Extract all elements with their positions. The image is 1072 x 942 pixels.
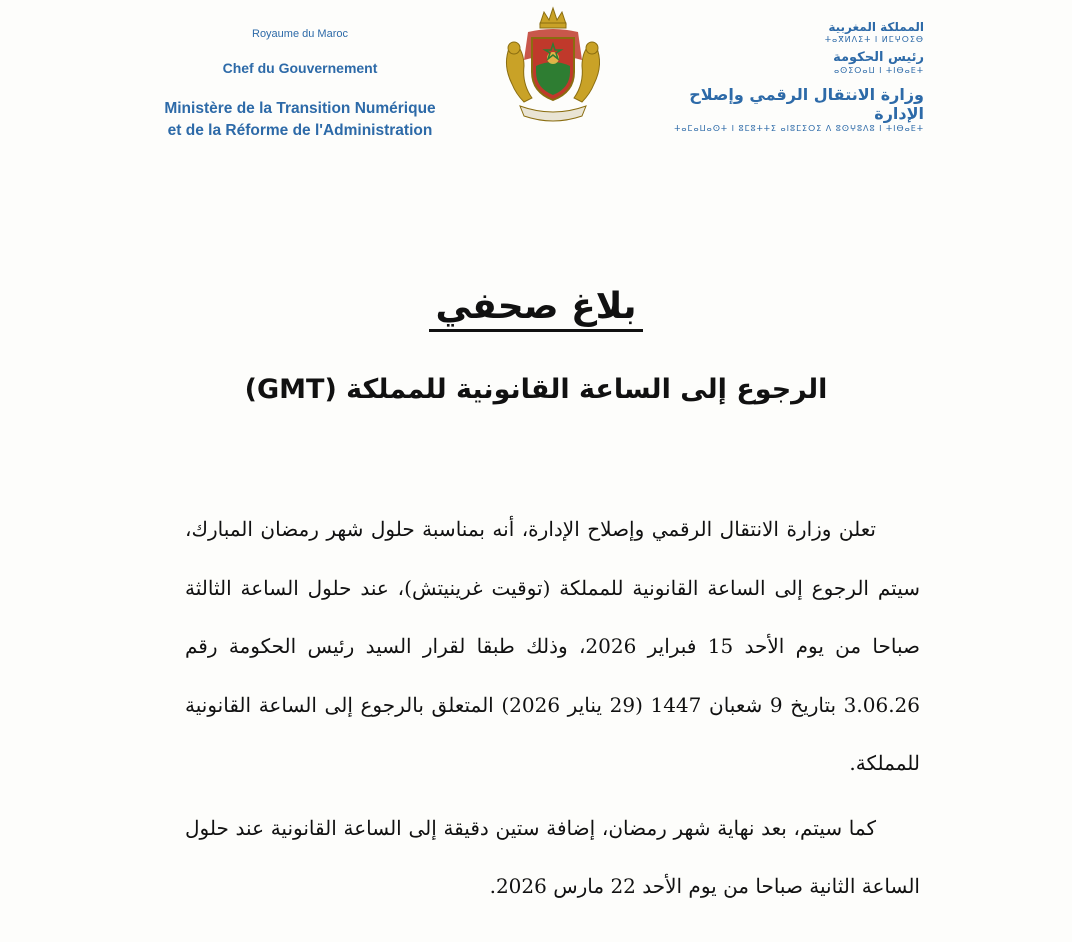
kingdom-label-ar: المملكة المغربية xyxy=(828,20,924,34)
kingdom-label-tifinagh: ⵜⴰⴳⵍⴷⵉⵜ ⵏ ⵍⵎⵖⵔⵉⴱ xyxy=(824,35,924,44)
ministry-name-fr-line1: Ministère de la Transition Numérique xyxy=(164,100,436,117)
header-arabic xyxy=(664,20,924,139)
chef-gouvernement-label-fr: Chef du Gouvernement xyxy=(222,60,378,76)
body-paragraph-2: كما سيتم، بعد نهاية شهر رمضان، إضافة ستين دقيقة إلى الساعة القانونية عند حلول الساعة الثانية صباحا من يوم الأحد 22 مارس 2026. xyxy=(185,815,920,898)
chef-gouvernement-label-ar: رئيس الحكومة xyxy=(833,50,924,65)
ministry-name-fr-line2: et de la Réforme de l'Administration xyxy=(167,122,433,139)
document-body xyxy=(185,500,920,916)
document-subtitle: الرجوع إلى الساعة القانونية للمملكة (GMT) xyxy=(244,374,828,405)
ministry-name-fr xyxy=(150,98,450,142)
kingdom-label-fr: Royaume du Maroc xyxy=(252,28,348,40)
coat-of-arms-icon xyxy=(498,6,608,131)
ministry-name-tifinagh: ⵜⴰⵎⴰⵡⴰⵙⵜ ⵏ ⵓⵎⵓⵜⵜⵉ ⴰⵏⵓⵎⵉⵔⵉ ⴷ ⵓⵙⵖⵓⴷⵓ ⵏ ⵜⵏⴱⴰⴹⵜ xyxy=(674,124,924,133)
header-french xyxy=(150,28,450,142)
ministry-name-ar: وزارة الانتقال الرقمي وإصلاح الإدارة xyxy=(689,85,924,123)
body-paragraph-1: تعلن وزارة الانتقال الرقمي وإصلاح الإدارة، أنه بمناسبة حلول شهر رمضان المبارك، سيتم الرجوع إلى الساعة القانونية للمملكة (توقيت غرينيتش)، عند حلول الساعة الثالثة صباحا من يوم الأحد 15 فبراير 2026، وذلك طبقا لقرار السيد رئيس الحكومة رقم 3.06.26 بتاريخ 9 شعبان 1447 (29 يناير 2026) المتعلق بالرجوع إلى الساعة القانونية للمملكة. xyxy=(185,517,921,775)
chef-label-tifinagh: ⴰⵙⵉⵔⴰⵡ ⵏ ⵜⵏⴱⴰⴹⵜ xyxy=(833,66,924,75)
document-title-text: بلاغ صحفي xyxy=(429,286,642,332)
document-title xyxy=(0,286,1072,327)
